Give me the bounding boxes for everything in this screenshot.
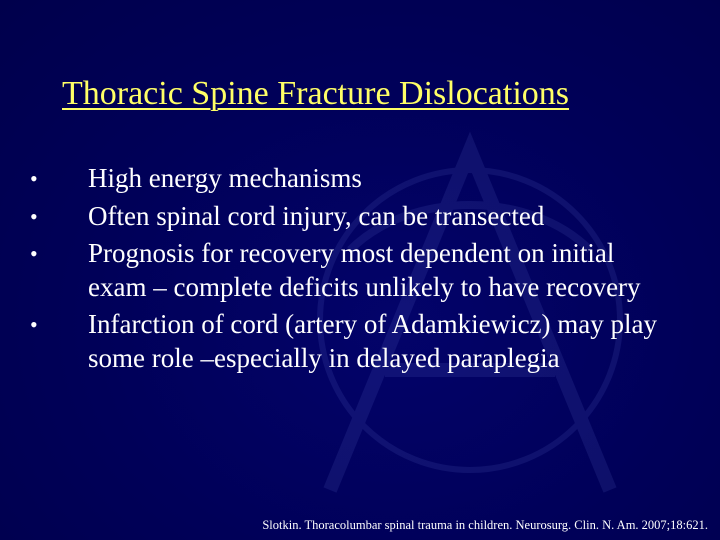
bullet-dot-icon: • bbox=[30, 166, 38, 191]
bullet-text: Prognosis for recovery most dependent on initial exam – complete deficits unlikely to have recovery bbox=[88, 238, 641, 302]
bullet-item bbox=[30, 162, 670, 196]
bullet-item bbox=[30, 308, 670, 375]
bullet-list bbox=[30, 162, 670, 379]
bullet-text: High energy mechanisms bbox=[88, 163, 362, 193]
bullet-text: Infarction of cord (artery of Adamkiewicz) may play some role –especially in delayed paraplegia bbox=[88, 309, 658, 373]
bullet-item bbox=[30, 237, 670, 304]
citation: Slotkin. Thoracolumbar spinal trauma in children. Neurosurg. Clin. N. Am. 2007;18:621. bbox=[262, 518, 708, 532]
bullet-dot-icon: • bbox=[30, 203, 38, 229]
bullet-dot-icon: • bbox=[30, 241, 38, 266]
slide-title: Thoracic Spine Fracture Dislocations bbox=[62, 75, 570, 112]
bullet-text: Often spinal cord injury, can be transected bbox=[88, 200, 545, 231]
bullet-dot-icon: • bbox=[30, 312, 38, 337]
bullet-item bbox=[30, 200, 670, 234]
